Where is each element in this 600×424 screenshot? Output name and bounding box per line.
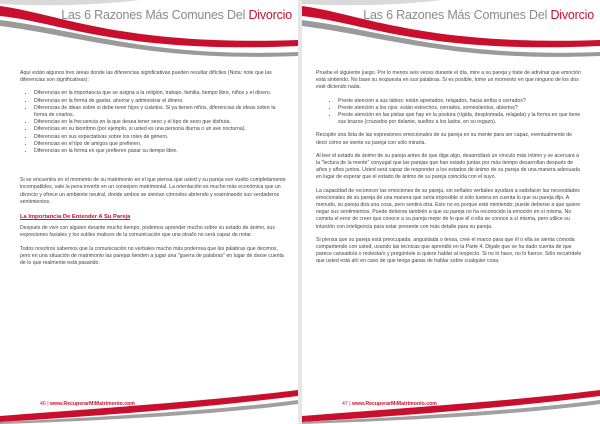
list-item: • Diferencias en la importancia que se asigna a la religión, trabajo, familia, tiempo libre, niños y el dinero. — [34, 90, 286, 97]
page-footer — [0, 386, 298, 424]
page-header — [0, 0, 298, 64]
left-page-body — [20, 70, 286, 273]
page-footer — [302, 386, 600, 424]
body-paragraph: Recopile una lista de las expresiones emocionales de su pareja en su mente para ser capaz, eventualmente de decir cómo se siente su pareja con sólo mirarla. — [316, 132, 573, 146]
differences-list — [20, 90, 286, 155]
list-item: • Preste atención a los ojos: están estrechos, cerrados, somnolientos, abiertos? — [338, 105, 582, 112]
body-paragraph: Después de vivir con alguien durante mucho tiempo, podemos aprender mucho sobre su estado de ánimo, sus expresiones faciales y los sutiles matices de la comunicación que una otra/lo no será capaz de notar. — [20, 225, 275, 239]
list-item: • Diferencias en su biorritmo (por ejemplo, si usted es una persona diurna o un ave nocturna). — [34, 126, 286, 133]
page-number: 46 — [40, 401, 46, 407]
counselor-paragraph: Si se encuentra en el momento de su matrimonio en el que piensa que usted y su pareja son vuelto completamente incompatibles, vale la pena invertir en un consejero matrimonial. La orientación es mucho más económica que un divorcio y ofrece un ambiente neutral, donde ambos se sientan cómodos abriendo y examinando sus verdaderos sentimientos. — [20, 177, 286, 205]
body-paragraph: Todos nosotros sabemos que la comunicación no verbales mucho más poderosa que las palabras que decimos, pero en una situación de matrimonio las parejas tienden a jugar una "guerra de palabras" en lugar de darse cuenta de lo que realmente está pasando. — [20, 245, 284, 267]
header-title: Las 6 Razones Más Comunes Del Divorcio — [61, 8, 292, 22]
footer-link[interactable]: www.RecuperarMiMatrimonio.com — [50, 401, 135, 407]
attention-list — [316, 98, 582, 127]
list-item: • Diferencias en la frecuencia en la que desea tener sexo y el tipo de sexo que disfruta. — [34, 119, 286, 126]
section-heading: La Importancia De Entender A Su Pareja — [20, 214, 131, 221]
body-paragraph: Al leer el estado de ánimo de su pareja antes de que diga algo, desarrollará un vínculo más íntimo y se acercará a la "lectura de la mente" conyugal que las parejas que han estado juntas por más tiempo desarrollan después de años y años juntos. Usted será capaz de responder a los estados de ánimo de su pareja de una manera adecuada en lugar de esperar que el estado de ánimo de su pareja coincida con el suyo. — [316, 152, 580, 181]
body-paragraph: Si piensa que su pareja está preocupada, angustiada o tensa, creé el marco para que él o ella se sienta cómoda compartiendo con usted, usando las técnicas que aprendió en la Parte 4. Digale que se ha dado cuenta de que parece cansado/a o molesta/o y pregúntele si quiere hablar al respecto. Si no lo hace, no lo fuerce. Sólo recuérdele que usted está ahí en caso de que tenga ganas de hablar sobre cualquier cosa. — [316, 236, 582, 265]
intro-paragraph: Aquí están algunos tres áreas donde las diferencias significativas pueden resultar difíciles (Nota: note que las diferencias son significativas): — [20, 70, 272, 84]
right-page — [302, 0, 600, 424]
page-number: 47 — [342, 401, 348, 407]
footer-link[interactable]: www.RecuperarMiMatrimonio.com — [352, 401, 437, 407]
list-item: • Preste atención en las pistas que hay en la postura (rígida, desplomada, relajada) y la forma en que tiene sus brazos (cruzados por delante, sueltos a los lados, en su regazo). — [338, 112, 582, 126]
left-page — [0, 0, 298, 424]
list-item: • Diferencias en la forma de gastar, ahorrar y administrar el dinero. — [34, 98, 286, 105]
footer-text: 47 | www.RecuperarMiMatrimonio.com — [342, 401, 437, 407]
list-item: • Diferencias en sus expectativas sobre los roles de género. — [34, 134, 286, 141]
body-paragraph: Pruebe el siguiente juego. Por lo menos seis veces durante el día, mire a su pareja y trate de adivinar que emoción está sintiendo. No base su respuesta en sus palabras. Si es posible, tome un momento en que ninguno de los dos esté diciendo nada. — [316, 70, 581, 91]
list-item: • Diferencias en la forma en que prefieren pasar su tiempo libre. — [34, 148, 286, 155]
body-paragraph: La capacidad de reconocer las emociones de su pareja, sin señales verbales ayudará a satisfacer las necesidades emocionales de su pareja de una manera que sería imposible si sólo tuviera en cuenta lo que su pareja dijo. A menudo, su pareja dirá una cosa, pero sentirá otra. Esto no es porque esté mintiendo; puede deberse a que quiere negar sus sentimientos. Puede deberse también a que su pareja no ha reconocido la emoción en sí misma. No cometa el error de creer que conoce a su pareja mejor de lo que él o ella se conoce a sí misma, pero utilice su intuición con inteligencia para estar presente con más detalle para su pareja. — [316, 187, 581, 230]
list-item: • Diferencias de ideas sobre si debe tener hijos y cuántos. Si ya tienen niños, diferencias de ideas sobre la forma de criarlos. — [34, 105, 286, 119]
list-item: • Diferencias en el tipo de amigos que prefieren. — [34, 141, 286, 148]
header-title: Las 6 Razones Más Comunes Del Divorcio — [363, 8, 594, 22]
list-item: • Preste atención a sus labios: están apretados, relajados, hacia arriba o cerrados? — [338, 98, 582, 105]
right-page-body — [316, 70, 582, 272]
footer-text: 46 | www.RecuperarMiMatrimonio.com — [40, 401, 135, 407]
page-header — [302, 0, 600, 64]
